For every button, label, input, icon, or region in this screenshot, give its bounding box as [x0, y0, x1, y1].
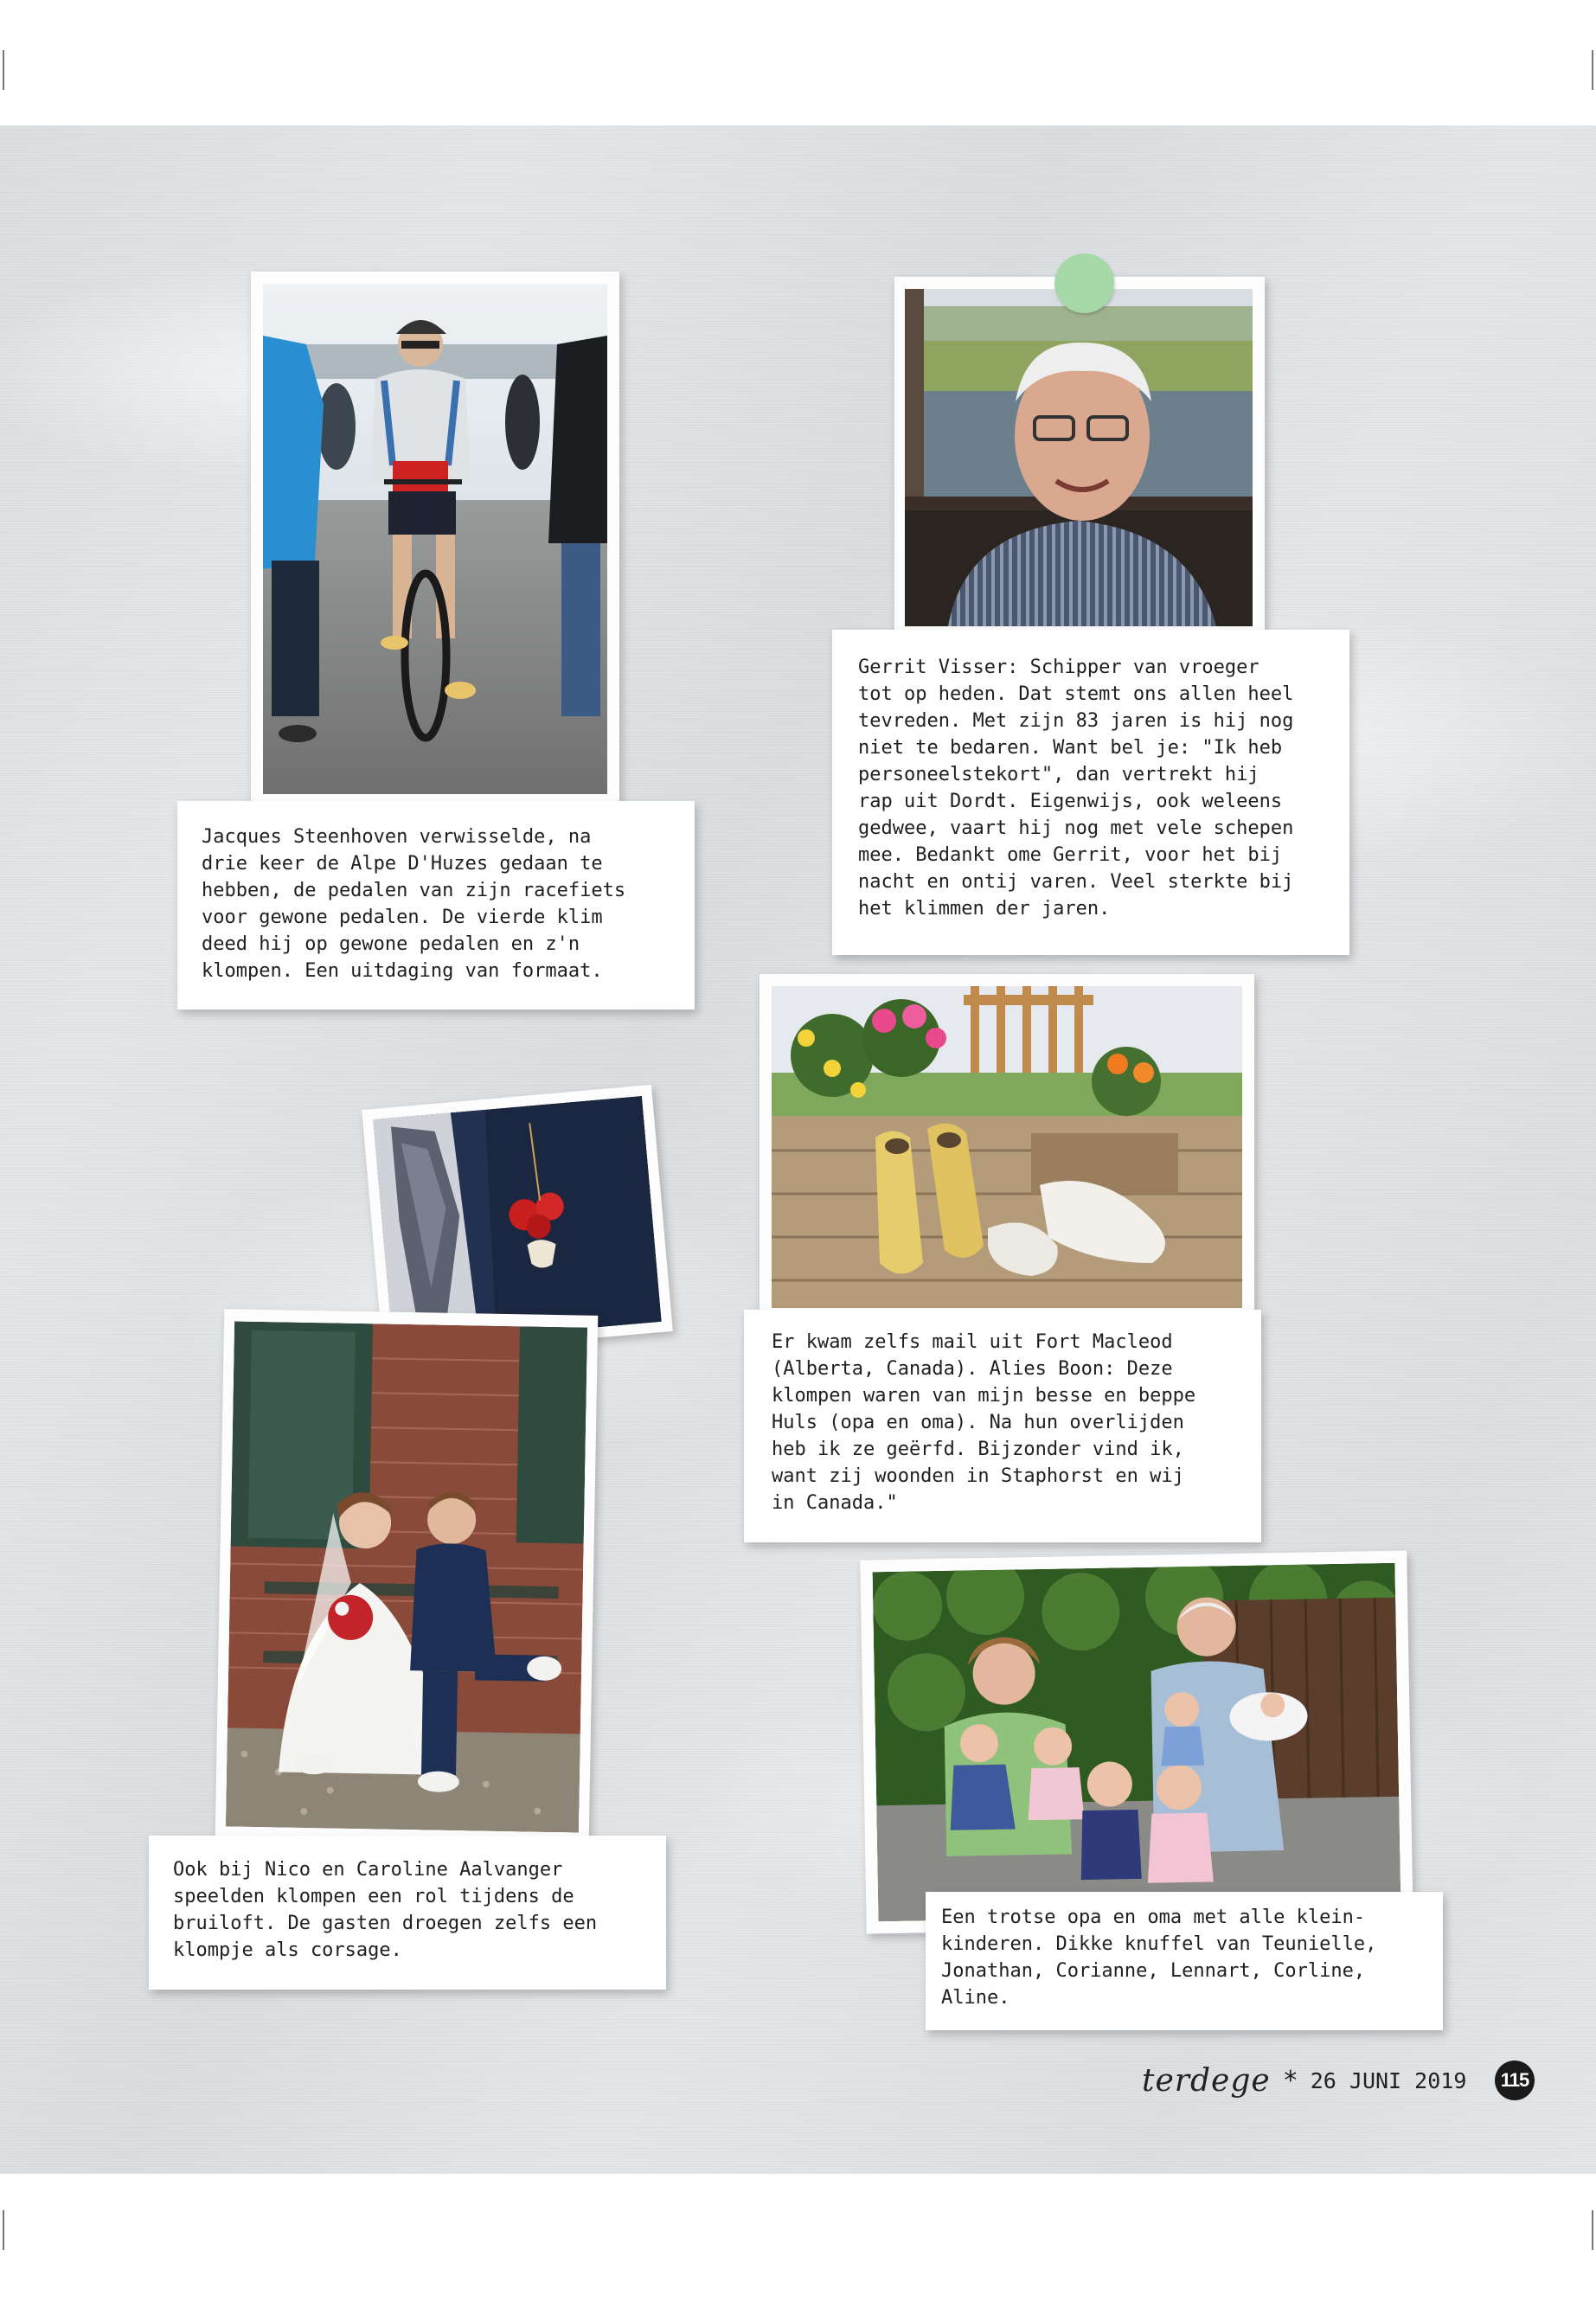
caption-boon-text: Er kwam zelfs mail uit Fort Macleod (Alberta, Canada). Alies Boon: Deze klompen waren van mijn besse en beppe Huls (opa en oma). Na hun overlijden heb ik ze geërfd. Bijzonder vind ik, want zij woonden in Staphorst en wij in Canada."	[772, 1331, 1196, 1514]
caption-jacques-text: Jacques Steenhoven verwisselde, na drie keer de Alpe D'Huzes gedaan te hebben, de pedalen van zijn racefiets voor gewone pedalen. De vierde klim deed hij op gewone pedalen en z'n klompen. Een uitdaging van formaat.	[202, 826, 626, 982]
photo-frame-clogs	[760, 974, 1254, 1320]
caption-boon	[744, 1310, 1261, 1542]
crop-mark-top-right	[1592, 50, 1593, 90]
caption-aalvanger-text: Ook bij Nico en Caroline Aalvanger speelden klompen een rol tijdens de bruiloft. De gasten droegen zelfs een klompje als corsage.	[173, 1859, 598, 1961]
photo-frame-wedding	[215, 1309, 599, 1843]
page-footer	[1142, 2061, 1466, 2099]
issue-date: 26 JUNI 2019	[1310, 2067, 1467, 2093]
photo-frame-family	[860, 1551, 1413, 1934]
page-number-badge: 115	[1495, 2061, 1535, 2100]
corsage-photo	[373, 1096, 662, 1345]
caption-opa-oma	[926, 1892, 1443, 2030]
caption-gerrit-text: Gerrit Visser: Schipper van vroeger tot op heden. Dat stemt ons allen heel tevreden. Met zijn 83 jaren is hij nog niet te bedaren. Want bel je: "Ik heb personeelstekort", dan vertrekt hij rap uit Dordt. Eigenwijs, ook weleens gedwee, vaart hij nog met vele schepen mee. Bedankt ome Gerrit, voor het bij nacht en ontij varen. Veel sterkte bij het klimmen der jaren.	[858, 657, 1294, 920]
crop-mark-top-left	[3, 50, 4, 90]
photo-frame-gerrit	[894, 277, 1265, 638]
wedding-photo	[226, 1321, 587, 1832]
family-photo	[873, 1563, 1401, 1921]
pushpin-dot	[1054, 253, 1114, 313]
crop-mark-bottom-left	[3, 2210, 4, 2250]
caption-opa-oma-text: Een trotse opa en oma met alle klein- kinderen. Dikke knuffel van Teunielle, Jonathan, Corianne, Lennart, Corline, Aline.	[941, 1907, 1377, 2009]
crop-mark-bottom-right	[1592, 2210, 1593, 2250]
gerrit-photo	[905, 289, 1253, 626]
cyclist-photo	[263, 284, 607, 794]
footer-separator: *	[1282, 2065, 1298, 2096]
clogs-photo	[772, 986, 1242, 1308]
caption-gerrit	[832, 630, 1349, 955]
magazine-brand: terdege	[1142, 2062, 1271, 2099]
caption-aalvanger	[149, 1836, 666, 1990]
caption-jacques	[177, 801, 695, 1009]
photo-frame-cyclist	[251, 272, 619, 806]
